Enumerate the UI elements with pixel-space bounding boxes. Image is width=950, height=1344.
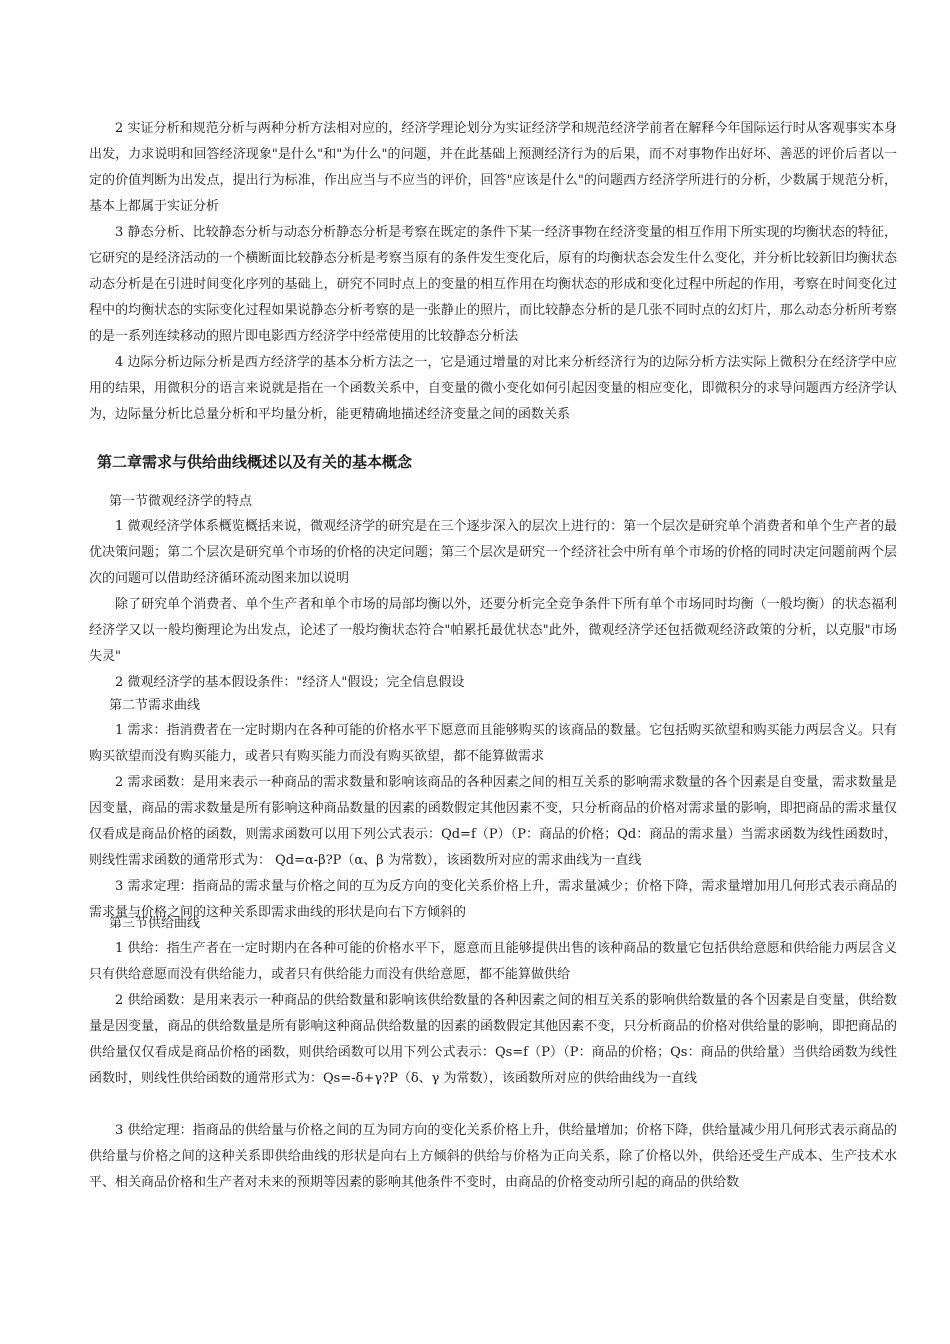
section-title-microeconomics: 第一节微观经济学的特点 xyxy=(109,494,253,509)
paragraph-demand-function: 2 需求函数：是用来表示一种商品的需求数量和影响该商品的各种因素之间的相互关系的影响需求数量的各个因素是自变量，需求数量是因变量，商品的需求数量是所有影响这种商品数量的因素的函数假定其他因素不变，只分析商品的价格对需求量的影响，即把商品的需求量仅仅看成是商品价格的函数，则需求函数可以用下列公式表示：Qd=f（P）（P：商品的价格；Qd：商品的需求量）当需求函数为线性函数时，则线性需求函数的通常形式为： Qd=α-β?P（α、β 为常数），该函数所对应的需求曲线为一直线 xyxy=(89,775,897,868)
paragraph-supply-function: 2 供给函数：是用来表示一种商品的供给数量和影响该供给数量的各种因素之间的相互关系的影响供给数量的各个因素是自变量，供给数量是因变量，商品的供给数量是所有影响这种商品供给数量的因素的函数假定其他因素不变，只分析商品的价格对供给量的影响，即把商品的供给量仅仅看成是商品价格的函数，则供给函数可以用下列公式表示：Qs=f（P）（P：商品的价格；Qs：商品的供给量）当供给函数为线性函数时，则线性供给函数的通常形式为：Qs=-δ+γ?P（δ、γ 为常数），该函数所对应的供给曲线为一直线 xyxy=(89,993,897,1086)
paragraph-static-dynamic-analysis: 3 静态分析、比较静态分析与动态分析静态分析是考察在既定的条件下某一经济事物在经济变量的相互作用下所实现的均衡状态的特征，它研究的是经济活动的一个横断面比较静态分析是考察当原有的条件发生变化后，原有的均衡状态会发生什么变化，并分析比较新旧均衡状态动态分析是在引进时间变化序列的基础上，研究不同时点上的变量的相互作用在均衡状态的形成和变化过程中所起的作用，考察在时间变化过程中的均衡状态的实际变化过程如果说静态分析考察的是一张静止的照片，而比较静态分析的是几张不同时点的幻灯片，那么动态分析所考察的是一系列连续移动的照片即电影西方经济学中经常使用的比较静态分析法 xyxy=(89,225,897,344)
paragraph-supply-law: 3 供给定理：指商品的供给量与价格之间的互为同方向的变化关系价格上升，供给量增加；价格下降，供给量减少用几何形式表示商品的供给量与价格之间的这种关系即供给曲线的形状是向右上方倾斜的供给与价格为正向关系，除了价格以外，供给还受生产成本、生产技术水平、相关商品价格和生产者对未来的预期等因素的影响其他条件不变时，由商品的价格变动所引起的商品的供给数 xyxy=(89,1123,897,1190)
paragraph-demand-definition: 1 需求：指消费者在一定时期内在各种可能的价格水平下愿意而且能够购买的该商品的数量。它包括购买欲望和购买能力两层含义。只有购买欲望而没有购买能力，或者只有购买能力而没有购买欲望，都不能算做需求 xyxy=(89,723,897,764)
chapter-title: 第二章需求与供给曲线概述以及有关的基本概念 xyxy=(97,453,413,471)
paragraph-micro-overview: 1 微观经济学体系概览概括来说，微观经济学的研究是在三个逐步深入的层次上进行的：第一个层次是研究单个消费者和单个生产者的最优决策问题；第二个层次是研究单个市场的价格的决定问题；第三个层次是研究一个经济社会中所有单个市场的价格的同时决定问题前两个层次的问题可以借助经济循环流动图来加以说明 xyxy=(89,519,897,586)
paragraph-positive-normative-analysis: 2 实证分析和规范分析与两种分析方法相对应的，经济学理论划分为实证经济学和规范经济学前者在解释今年国际运行时从客观事实本身出发，力求说明和回答经济现象"是什么"和"为什么"的问题，并在此基础上预测经济行为的后果，而不对事物作出好坏、善恶的评价后者以一定的价值判断为出发点，提出行为标准，作出应当与不应当的评价，回答"应该是什么"的问题西方经济学所进行的分析，少数属于规范分析，基本上都属于实证分析 xyxy=(89,121,897,214)
section-title-supply: 第三节供给曲线 xyxy=(109,916,201,931)
paragraph-demand-law: 3 需求定理：指商品的需求量与价格之间的互为反方向的变化关系价格上升，需求量减少；价格下降，需求量增加用几何形式表示商品的需求量与价格之间的这种关系即需求曲线的形状是向右下方倾斜的 xyxy=(89,879,897,920)
paragraph-marginal-analysis: 4 边际分析边际分析是西方经济学的基本分析方法之一，它是通过增量的对比来分析经济行为的边际分析方法实际上微积分在经济学中应用的结果，用微积分的语言来说就是指在一个函数关系中，自变量的微小变化如何引起因变量的相应变化，即微积分的求导问题西方经济学认为，边际量分析比总量分析和平均量分析，能更精确地描述经济变量之间的函数关系 xyxy=(89,355,897,422)
paragraph-general-equilibrium: 除了研究单个消费者、单个生产者和单个市场的局部均衡以外，还要分析完全竞争条件下所有单个市场同时均衡（一般均衡）的状态福利经济学又以一般均衡理论为出发点，论述了一般均衡状态符合"帕累托最优状态"此外，微观经济学还包括微观经济政策的分析，以克服"市场失灵" xyxy=(89,597,897,664)
paragraph-assumptions: 2 微观经济学的基本假设条件："经济人"假设；完全信息假设 xyxy=(115,675,465,690)
section-title-demand: 第二节需求曲线 xyxy=(109,698,201,713)
paragraph-supply-definition: 1 供给：指生产者在一定时期内在各种可能的价格水平下，愿意而且能够提供出售的该种商品的数量它包括供给意愿和供给能力两层含义只有供给意愿而没有供给能力，或者只有供给能力而没有供给意愿，都不能算做供给 xyxy=(89,941,897,982)
